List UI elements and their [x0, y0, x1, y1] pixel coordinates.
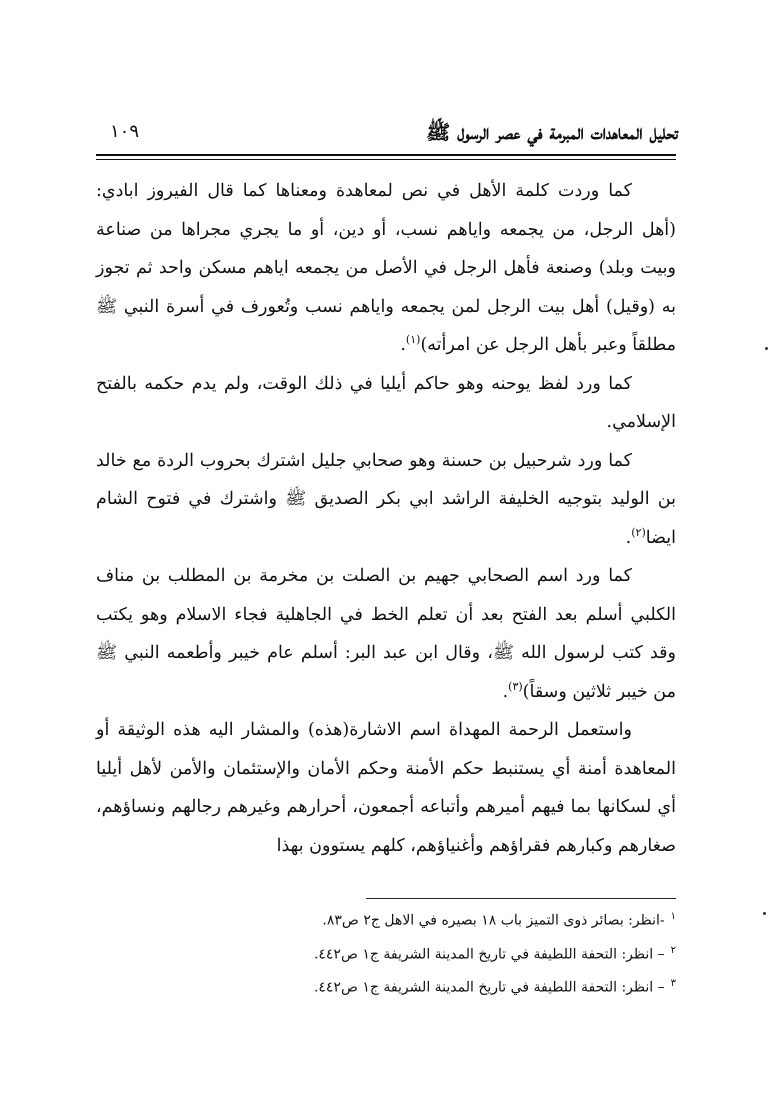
footnote-text: -انظر: بصائر ذوى التميز باب ١٨ بصيره في الاهل ج٢ ص٨٣. — [322, 912, 665, 929]
scan-speck — [763, 912, 766, 915]
footnote-text: – انظر: التحفة اللطيفة في تاريخ المدينة الشريفة ج١ ص٤٤٢. — [313, 946, 665, 963]
footnote-ref[interactable]: (١) — [405, 333, 421, 347]
footnote-number: ٢ — [670, 944, 676, 956]
running-title: تحليل المعاهدات المبرمة في عصر الرسول ﷺ — [426, 120, 678, 144]
footnote-number: ١ — [670, 911, 676, 922]
paragraph-text: كما ورد شرحبيل بن حسنة وهو صحابي جليل اشترك بحروب الردة مع خالد بن الوليد بتوجيه الخليفة الراشد ابي بكر الصديق ﷺ واشترك في فتوح الشام ايضا — [96, 450, 676, 548]
paragraph-juhaym — [96, 557, 676, 711]
body-text — [96, 172, 676, 865]
paragraph-fairuzabadi — [96, 172, 676, 365]
header-rule-thin — [96, 159, 676, 160]
footnote-1 — [96, 902, 676, 936]
paragraph-amana — [96, 711, 676, 865]
footnote-3 — [96, 969, 676, 1003]
page-number: ١٠٩ — [110, 121, 140, 142]
paragraph-text: كما وردت كلمة الأهل في نص لمعاهدة ومعناها كما قال الفيروز ابادي: (أهل الرجل، من يجمعه واياهم نسب، أو دين، أو ما يجري مجراها من صناعة وبيت وبلد) وصنعة فأهل الرجل في الأصل من يجمعه اياهم مسكن واحد ثم تجوز به (وقيل) أهل بيت الرجل لمن يجمعه واياهم نسب وتُعورف في أسرة النبي ﷺ مطلقاً وعبر بأهل الرجل عن امرأته) — [96, 181, 676, 355]
paragraph-tail: . — [625, 527, 632, 548]
paragraph-text: واستعمل الرحمة المهداة اسم الاشارة(هذه) والمشار اليه هذه الوثيقة أو المعاهدة أمنة أي يستنبط حكم الأمنة وحكم الأمان والإستئمان والأمن لأهل أيليا أي لسكانها بما فيهم أميرهم وأتباعه أجمعون، أحرارهم وغيرهم رجالهم ونساؤهم، صغارهم وكبارهم فقراؤهم وأغنياؤهم، كلهم يستوون بهذا — [96, 720, 676, 856]
footnotes — [96, 902, 676, 1003]
footnote-2 — [96, 936, 676, 970]
footnote-text: – انظر: التحفة اللطيفة في تاريخ المدينة الشريفة ج١ ص٤٤٢. — [313, 979, 665, 996]
header-rule-thick — [96, 154, 676, 156]
footnote-ref[interactable]: (٣) — [508, 679, 523, 693]
paragraph-tail: . — [400, 335, 406, 355]
scan-speck — [765, 347, 768, 350]
paragraph-text: كما ورد اسم الصحابي جهيم بن الصلت بن مخرمة بن المطلب بن مناف الكلبي أسلم بعد الفتح بعد أن تعلم الخط في الجاهلية فجاء الاسلام وهو يكتب وقد كتب لرسول الله ﷺ، وقال ابن عبد البر: أسلم عام خيبر وأطعمه النبي ﷺ من خيبر ثلاثين وسقاً) — [96, 566, 676, 702]
footnote-ref[interactable]: (٢) — [631, 525, 646, 539]
footnote-number: ٣ — [670, 978, 676, 990]
paragraph-shurahbil — [96, 442, 676, 558]
page-header — [96, 118, 678, 150]
footnote-rule — [366, 898, 676, 899]
paragraph-tail: . — [502, 681, 509, 702]
paragraph-yuhanna — [96, 365, 676, 442]
paragraph-text: كما ورد لفظ يوحنه وهو حاكم أيليا في ذلك الوقت، ولم يدم حكمه بالفتح الإسلامي. — [96, 373, 676, 432]
